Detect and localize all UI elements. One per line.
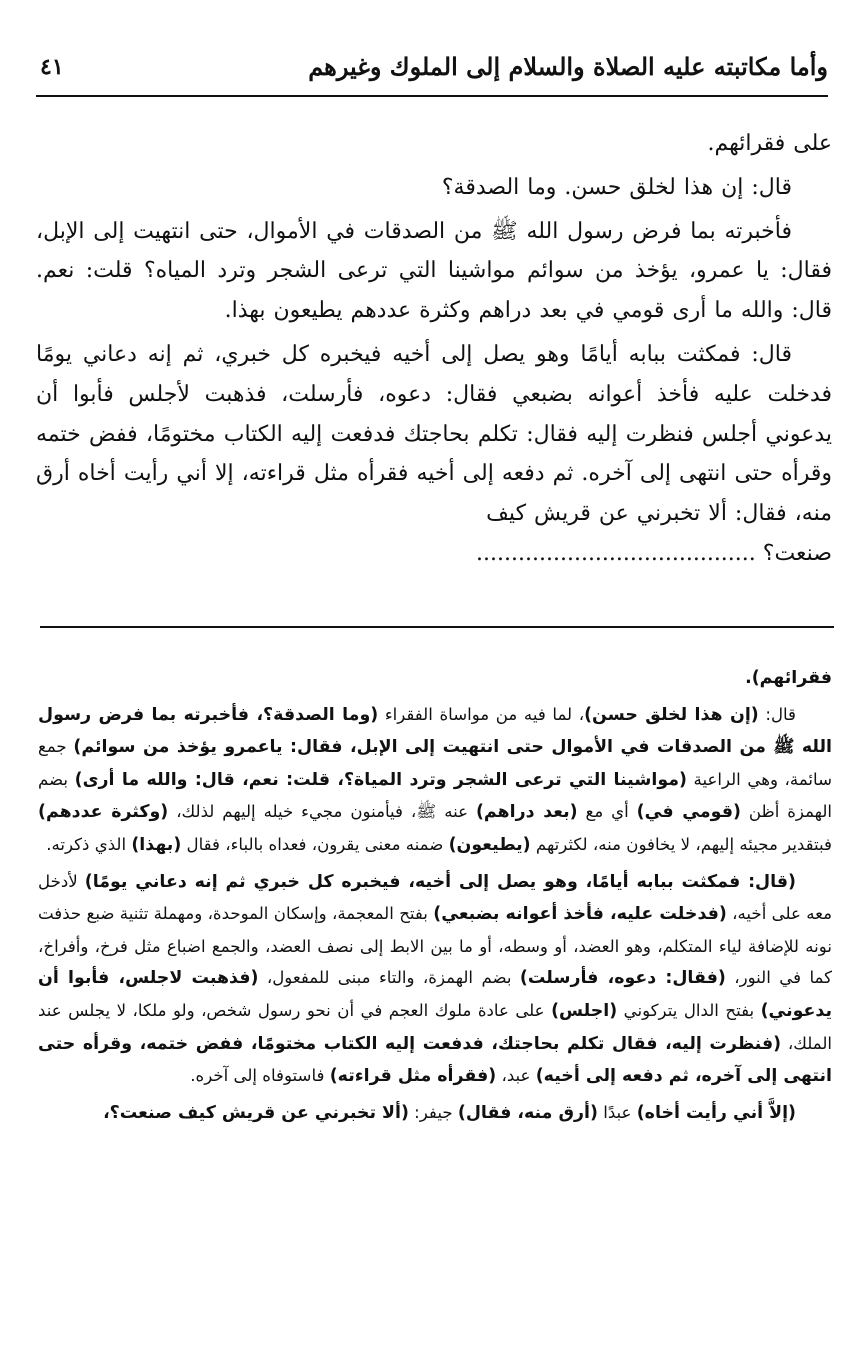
commentary-gloss: بضم الهمزة، والتاء مبنى للمفعول،	[258, 968, 520, 988]
commentary-quote: (إلاَّ أني رأيت أخاه)	[636, 1102, 796, 1123]
main-paragraph-1: على فقرائهم.	[707, 131, 832, 156]
commentary-quote: (اجلس)	[551, 1000, 618, 1021]
commentary-gloss: جيفر:	[408, 1102, 458, 1122]
commentary-paragraph-2	[38, 699, 832, 862]
commentary-gloss: أي مع	[577, 802, 637, 822]
commentary-quote: (ألا تخبرني عن قريش كيف صنعت؟،	[103, 1102, 409, 1123]
commentary-quote: فقرائهم).	[745, 668, 832, 688]
commentary-gloss: عبدًا	[597, 1102, 637, 1122]
commentary-quote: (فقال: دعوه، فأرسلت)	[519, 968, 726, 989]
commentary-quote: (مواشينا التي ترعى الشجر وترد المياة؟، قلت: نعم، قال: والله ما أرى)	[74, 769, 687, 790]
commentary-quote: (قومي في)	[636, 802, 741, 823]
header-rule	[36, 95, 828, 97]
main-paragraph-end-text: صنعت؟	[762, 540, 832, 566]
commentary-gloss: بضم الهمزة أظن	[38, 769, 832, 822]
commentary-gloss: بفتح المعجمة، وإسكان الموحدة، ومهملة تثنية ضبع حذفت نونه للإضافة لياء المتكلم، وهو العضد، أو وسطه، أو ما بين الابط إلى نصف العضد، والجمع اضباع مثل فرخ، وأفراخ، كما في النور،	[38, 904, 832, 988]
commentary-quote: (أرق منه، فقال)	[457, 1102, 598, 1123]
commentary-paragraph-3	[38, 866, 832, 1093]
commentary-gloss: ، لما فيه من مواساة الفقراء	[378, 704, 585, 724]
commentary-gloss: ضمنه معنى يقرون، فعداه بالباء، فقال	[181, 834, 449, 854]
header-title: وأما مكاتبته عليه الصلاة والسلام إلى الملوك وغيرهم	[308, 52, 828, 81]
main-paragraph-2: قال: إن هذا لخلق حسن. وما الصدقة؟	[441, 174, 792, 200]
commentary-quote: (وكثرة عددهم)	[38, 802, 169, 823]
commentary-paragraph-4	[38, 1097, 832, 1130]
commentary-gloss: الذي ذكرته.	[46, 834, 132, 854]
commentary-separator	[40, 626, 834, 628]
commentary-quote: (فقرأه مثل قراءته)	[329, 1066, 497, 1087]
commentary-text	[38, 662, 832, 1129]
commentary-quote: (فنظرت إليه، فقال تكلم بحاجتك، فدفعت إليه الكتاب مختومًا، ففض ختمه، وقرأه حتى انتهى إلى آخره، ثم دفعه إلى أخيه)	[38, 1033, 832, 1087]
page-number: ٤١	[40, 54, 64, 80]
commentary-quote: (فدخلت عليه، فأخذ أعوانه بضبعي)	[433, 904, 727, 925]
commentary-quote: (يطيعون)	[448, 834, 531, 855]
ellipsis-dots: ........................................	[476, 540, 756, 566]
main-paragraph-3: فأخبرته بما فرض رسول الله ﷺ من الصدقات في الأموال، حتى انتهيت إلى الإبل، فقال: يا عمرو، يؤخذ من سوائم مواشينا التي ترعى الشجر وترد المياه؟ قلت: نعم. قال: والله ما أرى قومي في بعد دراهم وكثرة عددهم يطيعون بهذا.	[36, 218, 832, 324]
commentary-quote: (قال: فمكثت ببابه أيامًا، وهو يصل إلى أخيه، فيخبره كل خبري ثم إنه دعاني يومًا)	[84, 871, 796, 892]
running-header	[40, 46, 828, 94]
commentary-gloss: فاستوفاه إلى آخره.	[190, 1066, 330, 1086]
commentary-gloss: عبد،	[496, 1066, 536, 1086]
commentary-quote: (بهذا)	[131, 834, 182, 855]
commentary-gloss: عنه ﷺ، فيأمنون مجيء خيله إليهم لذلك،	[168, 802, 476, 822]
commentary-gloss: على عادة ملوك العجم في أن نحو رسول شخص، ولو ملكا، لا يجلس عند الملك،	[38, 1000, 832, 1053]
commentary-gloss: فبتقدير مجيئه إليهم، لا يخافون منه، لكثرتهم	[530, 834, 832, 854]
main-text	[36, 124, 832, 574]
commentary-quote: (وما الصدقة؟، فأخبرته بما فرض رسول الله ﷺ من الصدقات في الأموال حتى انتهيت إلى الإبل، فقال: ياعمرو يؤخذ من سوائم)	[38, 704, 832, 758]
commentary-gloss: بفتح الدال يتركوني	[617, 1000, 761, 1020]
commentary-gloss: لأدخل معه على أخيه،	[38, 871, 832, 924]
commentary-quote: (فذهبت لاجلس، فأبوا أن يدعوني)	[38, 968, 833, 1021]
commentary-quote: (بعد دراهم)	[475, 802, 578, 823]
commentary-gloss: قال:	[758, 704, 796, 724]
main-paragraph-4: قال: فمكثت ببابه أيامًا وهو يصل إلى أخيه فيخبره كل خبري، ثم إنه دعاني يومًا فدخلت عليه فأخذ أعوانه بضبعي فقال: دعوه، فأرسلت، فذهبت لأجلس فأبوا أن يدعوني أجلس فنظرت إليه فقال: تكلم بحاجتك فدفعت إليه الكتاب مختومًا، ففض ختمه وقرأه حتى انتهى إلى آخره. ثم دفعه إلى أخيه فقرأه مثل قراءته، إلا أني رأيت أخاه أرق منه، فقال: ألا تخبرني عن قريش كيف	[36, 341, 832, 527]
main-paragraph-end	[36, 534, 832, 574]
commentary-paragraph-1	[38, 662, 832, 695]
commentary-gloss: جمع سائمة، وهي الراعية	[38, 737, 832, 789]
commentary-quote: (إن هذا لخلق حسن)	[584, 704, 759, 725]
